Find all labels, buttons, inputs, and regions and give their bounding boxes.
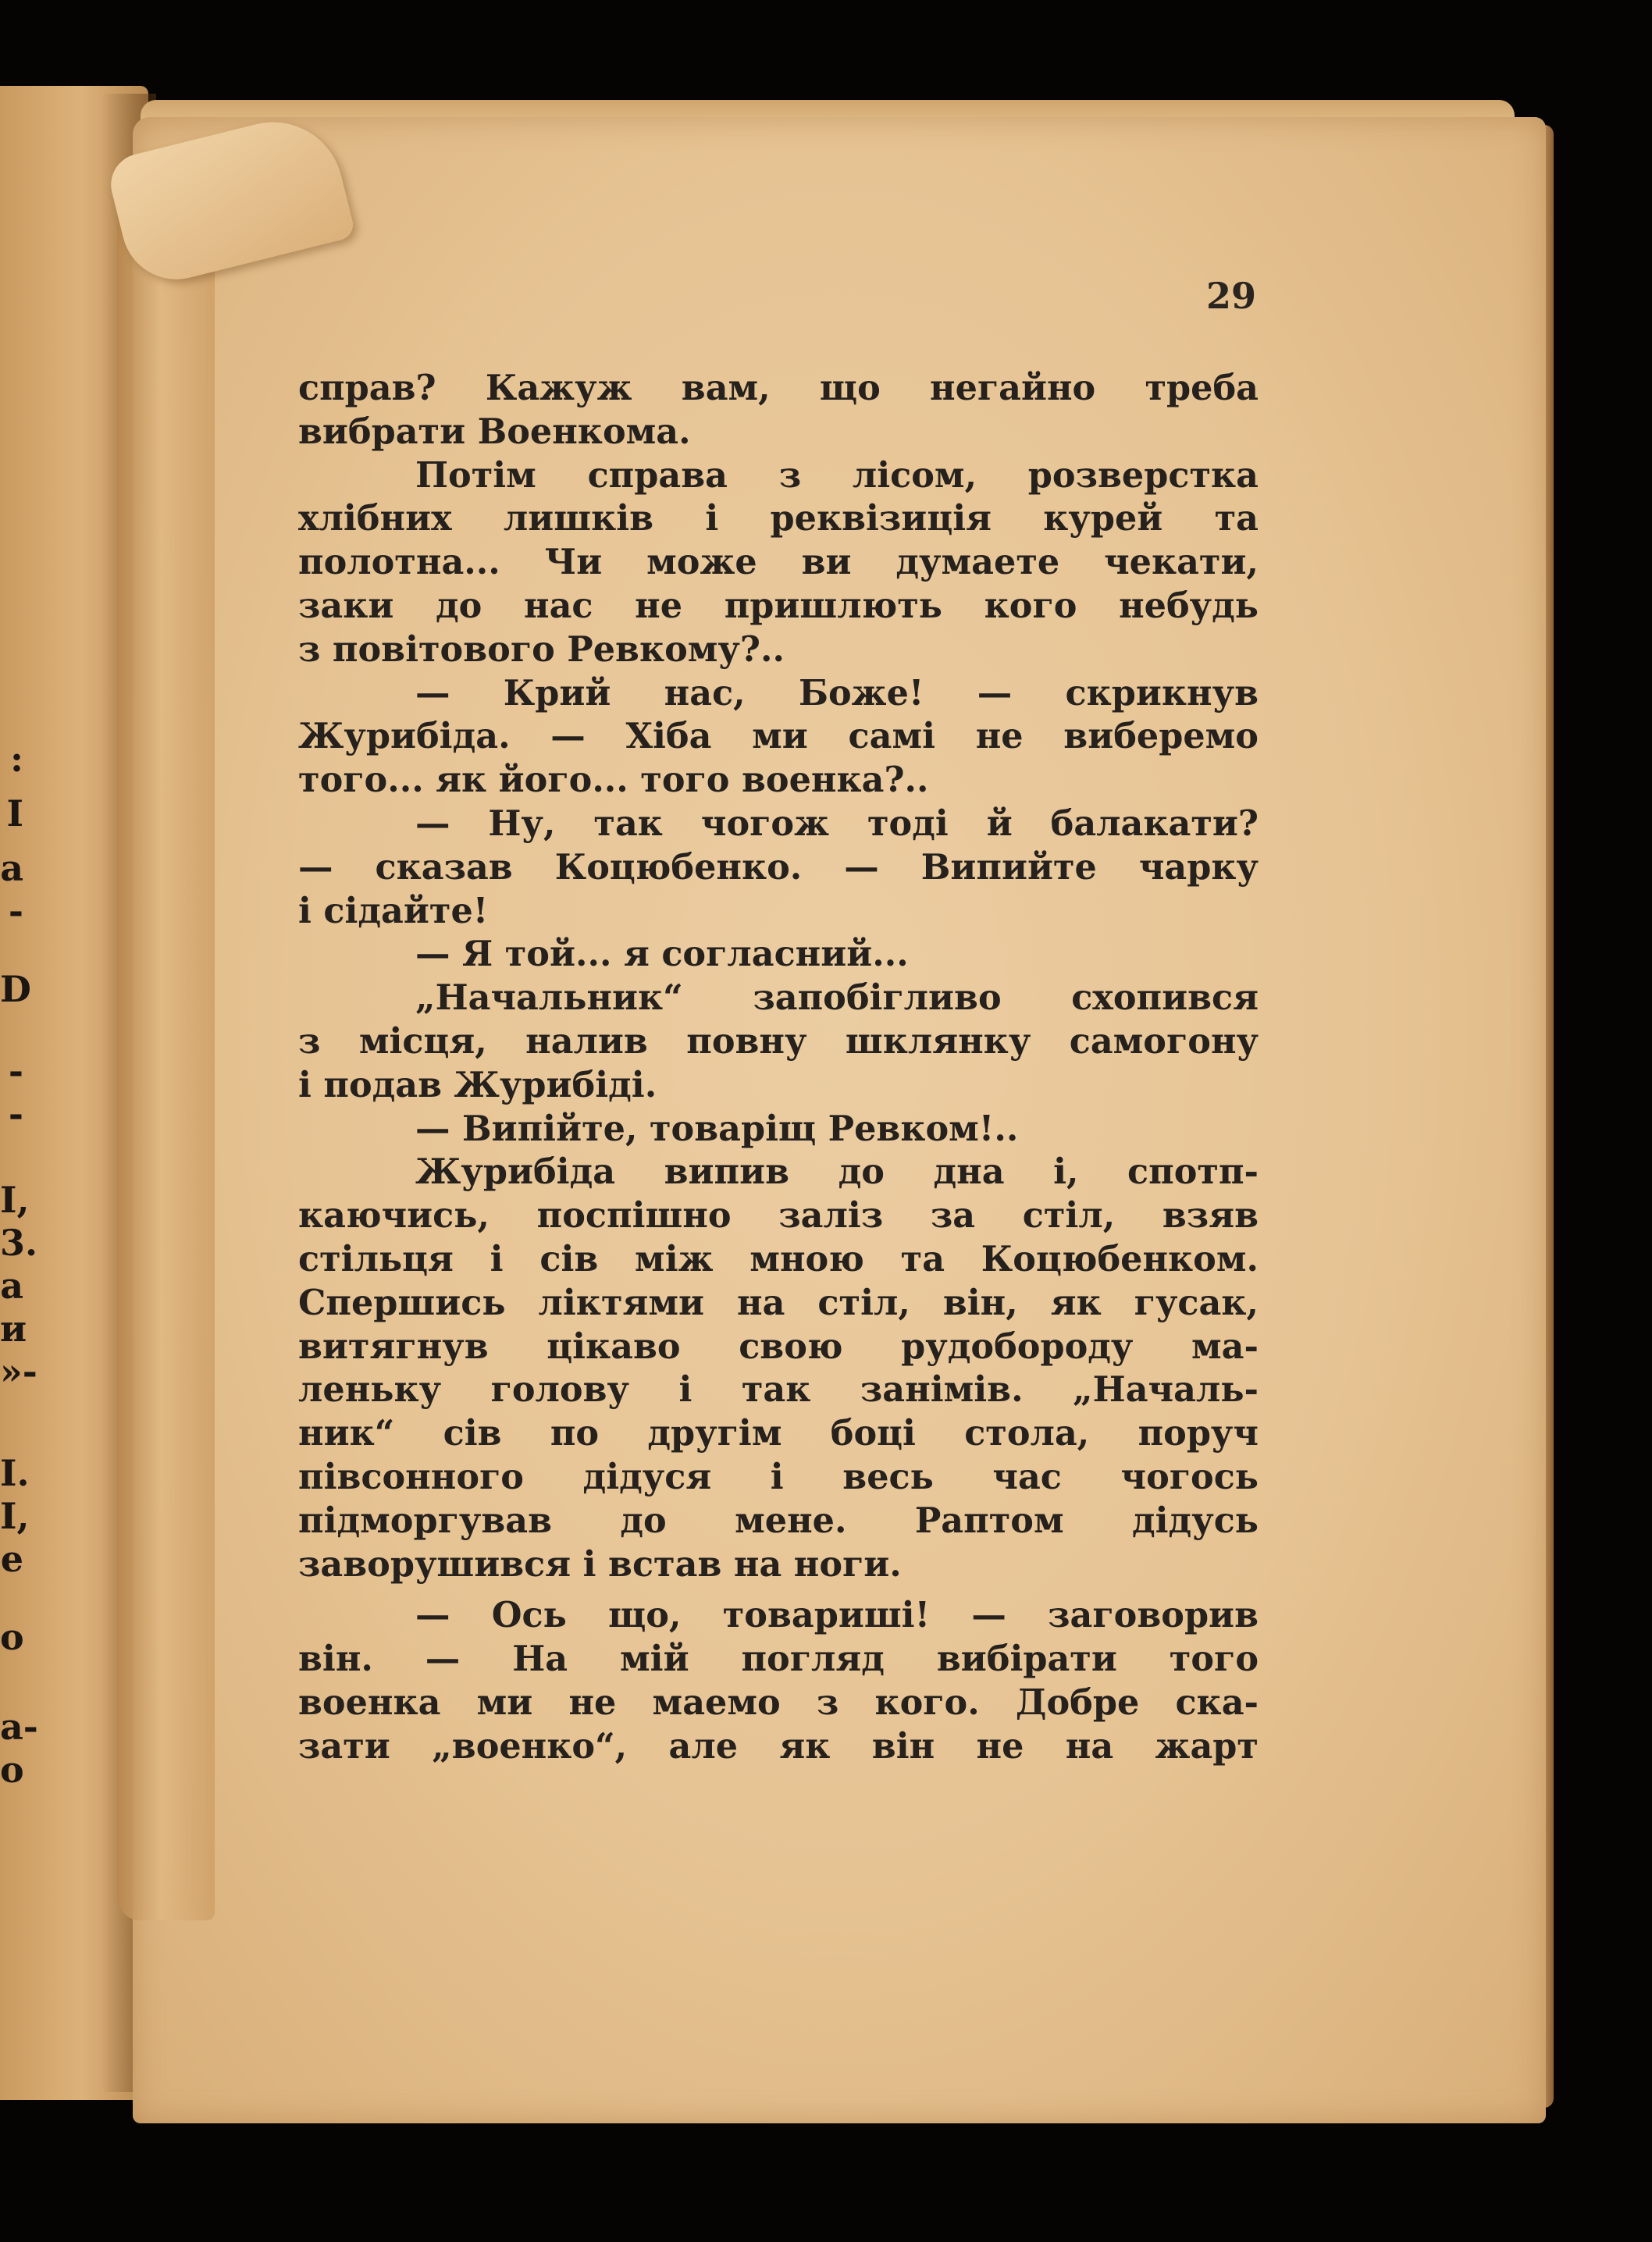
previous-page-glyph: :: [10, 738, 23, 780]
previous-page-glyph: o: [0, 1749, 24, 1791]
previous-page-glyph: I,: [0, 1495, 30, 1537]
previous-page-glyph: a: [0, 1265, 23, 1307]
text-line: він. — На мій погляд вибірати того: [298, 1639, 1259, 1680]
previous-page-glyph: I: [6, 792, 23, 835]
text-line: і подав Журибіді.: [298, 1064, 657, 1105]
text-line: ник“ сів по другім боці стола, поруч: [298, 1413, 1259, 1454]
text-line: — сказав Коцюбенко. — Випийте чарку: [298, 846, 1259, 888]
previous-page-glyph: a-: [0, 1706, 38, 1748]
text-line: — Ось що, товариші! — заговорив: [415, 1595, 1259, 1636]
text-line: вибрати Военкома.: [298, 411, 691, 452]
text-line: — Я той... я согласний...: [415, 934, 909, 975]
text-line: Спершись ліктями на стіл, він, як гусак,: [298, 1282, 1259, 1323]
text-line: стільця і сів між мною та Коцюбенком.: [298, 1238, 1259, 1279]
text-line: Потім справа з лісом, розверстка: [415, 454, 1259, 496]
previous-page-glyph: D: [0, 968, 31, 1010]
text-line: заки до нас не пришлють кого небудь: [298, 585, 1259, 626]
previous-page-glyph: -: [8, 1050, 23, 1092]
previous-page-glyph: 3.: [0, 1222, 38, 1264]
previous-page-glyph: e: [0, 1538, 23, 1580]
previous-page-glyph: I.: [0, 1452, 30, 1494]
previous-page-glyph: I,: [0, 1179, 30, 1221]
text-line: підморгував до мене. Раптом дідусь: [298, 1500, 1259, 1541]
page-text: [298, 367, 1259, 1769]
page-binding-fold: [117, 203, 215, 1920]
text-line: півсонного дідуся і весь час чогось: [298, 1456, 1259, 1497]
text-line: Журибіда. — Хіба ми самі не виберемо: [298, 716, 1259, 757]
text-line: зати „военко“, але як він не на жарт: [298, 1725, 1259, 1767]
previous-page-glyph: a: [0, 847, 23, 889]
text-line: — Крий нас, Боже! — скрикнув: [415, 672, 1259, 714]
previous-page-glyph: -: [8, 1093, 23, 1135]
text-line: з місця, налив повну шклянку самогону: [298, 1020, 1259, 1062]
text-line: „Начальник“ запобігливо схопився: [415, 977, 1259, 1019]
text-line: заворушився і встав на ноги.: [298, 1543, 902, 1585]
text-line: хлібних лишків і реквізиція курей та: [298, 498, 1259, 539]
text-line: леньку голову і так занімів. „Началь-: [298, 1369, 1259, 1411]
text-line: витягнув цікаво свою рудобороду ма-: [298, 1326, 1259, 1367]
text-line: — Ну, так чогож тоді й балакати?: [415, 802, 1259, 844]
text-line: справ? Кажуж вам, що негайно треба: [298, 368, 1259, 408]
previous-page-glyph: o: [0, 1616, 24, 1658]
previous-page-glyph: -: [8, 890, 23, 932]
text-line: полотна... Чи може ви думаете чекати,: [298, 542, 1259, 583]
text-line: каючись, поспішно заліз за стіл, взяв: [298, 1195, 1259, 1237]
page-number: 29: [1206, 275, 1257, 317]
text-line: того... як його... того военка?..: [298, 760, 929, 801]
text-line: — Випійте, товаріщ Ревком!..: [415, 1108, 1019, 1149]
text-line: і сідайте!: [298, 890, 489, 931]
text-line: Журибіда випив до дна і, спотп-: [415, 1151, 1259, 1193]
text-line: военка ми не маемо з кого. Добре ска-: [298, 1682, 1259, 1723]
previous-page-glyph: »-: [0, 1351, 37, 1393]
text-line: з повітового Ревкому?..: [298, 628, 785, 670]
previous-page-glyph: и: [0, 1308, 27, 1350]
